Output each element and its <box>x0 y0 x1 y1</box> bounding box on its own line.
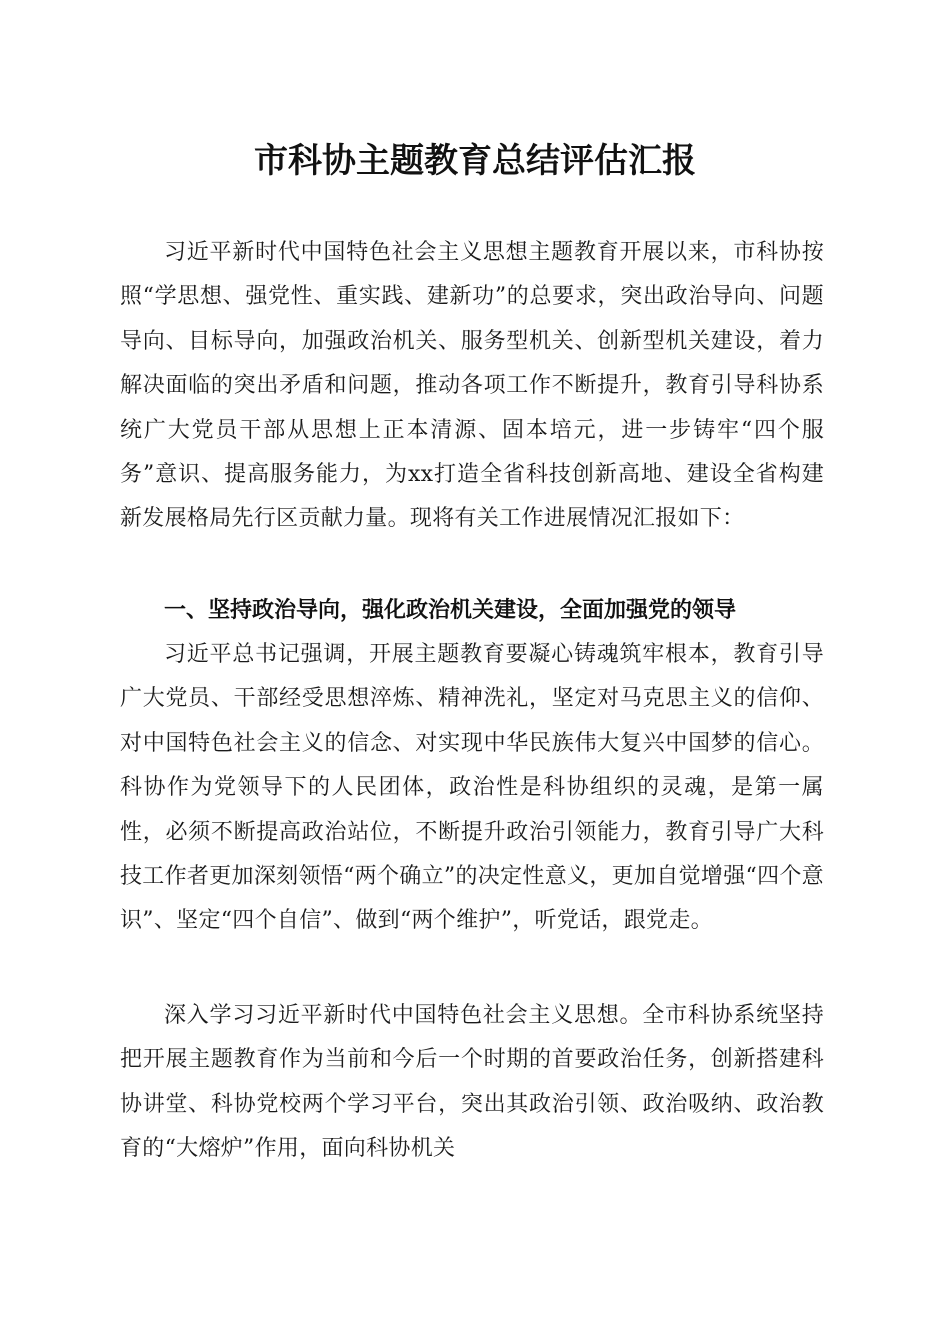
section-heading-1: 一、坚持政治导向，强化政治机关建设，全面加强党的领导 <box>164 598 737 623</box>
section-1-paragraph-2: 深入学习习近平新时代中国特色社会主义思想。全市科协系统坚持把开展主题教育作为当前和今后一个时期的首要政治任务，创新搭建科协讲堂、科协党校两个学习平台，突出其政治引领、政治吸纳、政治教育的“大熔炉”作用，面向科协机关 <box>120 1003 824 1162</box>
intro-paragraph: 习近平新时代中国特色社会主义思想主题教育开展以来，市科协按照“学思想、强党性、重实践、建新功”的总要求，突出政治导向、问题导向、目标导向，加强政治机关、服务型机关、创新型机关建设，着力解决面临的突出矛盾和问题，推动各项工作不断提升，教育引导科协系统广大党员干部从思想上正本清源、固本培元，进一步铸牢“四个服务”意识、提高服务能力，为xx打造全省科技创新高地、建设全省构建新发展格局先行区贡献力量。现将有关工作进展情况汇报如下： <box>120 240 824 532</box>
document-title: 市科协主题教育总结评估汇报 <box>254 141 696 181</box>
section-1-paragraph-1: 习近平总书记强调，开展主题教育要凝心铸魂筑牢根本，教育引导广大党员、干部经受思想淬炼、精神洗礼，坚定对马克思主义的信仰、对中国特色社会主义的信念、对实现中华民族伟大复兴中国梦的信心。科协作为党领导下的人民团体，政治性是科协组织的灵魂，是第一属性，必须不断提高政治站位，不断提升政治引领能力，教育引导广大科技工作者更加深刻领悟“两个确立”的决定性意义，更加自觉增强“四个意识”、坚定“四个自信”、做到“两个维护”，听党话，跟党走。 <box>120 642 824 934</box>
